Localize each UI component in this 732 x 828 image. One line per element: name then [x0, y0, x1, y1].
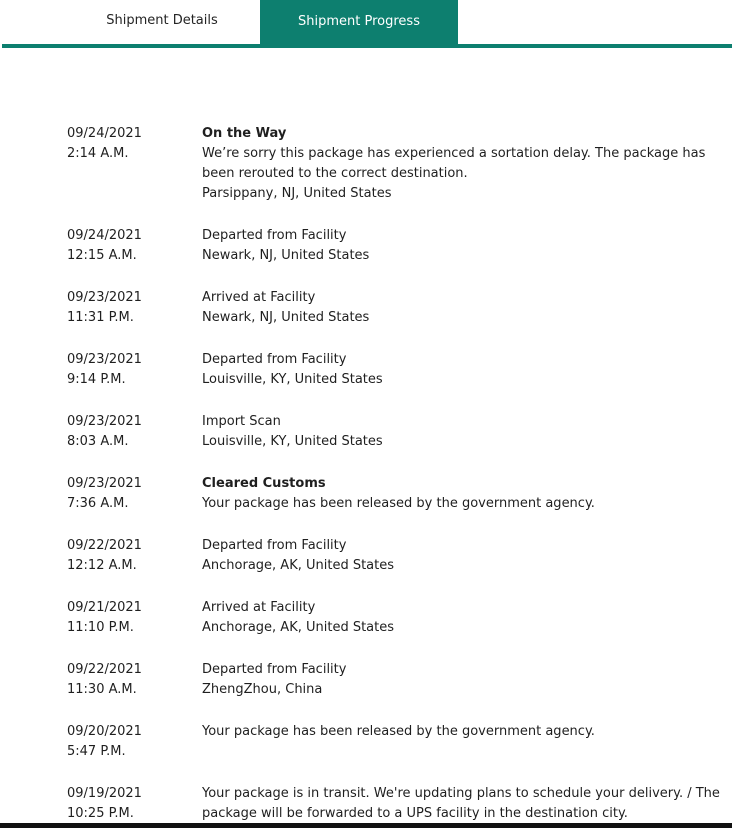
event-time: 7:36 A.M. [67, 496, 129, 511]
event-date: 09/20/2021 [67, 724, 142, 739]
event-time: 11:31 P.M. [67, 310, 134, 325]
event-time: 11:10 P.M. [67, 620, 134, 635]
event-date: 09/24/2021 [67, 126, 142, 141]
event-status: Your package has been released by the government agency. [202, 724, 595, 739]
event-location: ZhengZhou, China [202, 682, 323, 697]
event-details [202, 660, 722, 700]
tab-underline [2, 44, 732, 48]
tab-shipment-details[interactable]: Shipment Details [106, 13, 218, 28]
event-details [202, 288, 722, 328]
event-location: Parsippany, NJ, United States [202, 186, 392, 201]
event-date: 09/23/2021 [67, 352, 142, 367]
event-time: 10:25 P.M. [67, 806, 134, 821]
event-time: 8:03 A.M. [67, 434, 129, 449]
event-details [202, 226, 722, 266]
event-date: 09/22/2021 [67, 538, 142, 553]
event-datetime [67, 536, 192, 576]
event-status: Departed from Facility [202, 228, 347, 243]
event-date: 09/23/2021 [67, 476, 142, 491]
event-status: On the Way [202, 126, 287, 141]
event-status: Departed from Facility [202, 538, 347, 553]
tab-shipment-progress[interactable]: Shipment Progress [260, 0, 458, 44]
event-details [202, 784, 722, 824]
event-location: Louisville, KY, United States [202, 372, 383, 387]
event-location: Newark, NJ, United States [202, 248, 370, 263]
event-datetime [67, 660, 192, 700]
event-time: 12:12 A.M. [67, 558, 137, 573]
event-date: 09/22/2021 [67, 662, 142, 677]
event-datetime [67, 350, 192, 390]
event-date: 09/19/2021 [67, 786, 142, 801]
event-status: Your package is in transit. We're updating plans to schedule your delivery. / The package will be forwarded to a UPS facility in the destination city. [202, 786, 720, 821]
event-details [202, 536, 722, 576]
event-status: Import Scan [202, 414, 281, 429]
event-datetime [67, 784, 192, 824]
event-details [202, 124, 722, 204]
event-time: 2:14 A.M. [67, 146, 129, 161]
event-date: 09/21/2021 [67, 600, 142, 615]
event-time: 11:30 A.M. [67, 682, 137, 697]
event-date: 09/23/2021 [67, 414, 142, 429]
event-details [202, 412, 722, 452]
event-details [202, 474, 722, 514]
event-datetime [67, 598, 192, 638]
bottom-border [0, 823, 732, 828]
event-location: Your package has been released by the government agency. [202, 496, 595, 511]
event-datetime [67, 474, 192, 514]
event-datetime [67, 124, 192, 164]
tab-bar [2, 0, 732, 44]
event-status: Departed from Facility [202, 352, 347, 367]
event-datetime [67, 288, 192, 328]
event-status: Arrived at Facility [202, 290, 316, 305]
event-date: 09/24/2021 [67, 228, 142, 243]
event-datetime [67, 722, 192, 762]
event-description: We’re sorry this package has experienced a sortation delay. The package has been rerouted to the correct destination. [202, 146, 706, 181]
event-status: Departed from Facility [202, 662, 347, 677]
event-location: Newark, NJ, United States [202, 310, 370, 325]
event-time: 12:15 A.M. [67, 248, 137, 263]
event-details [202, 598, 722, 638]
event-datetime [67, 412, 192, 452]
event-status: Arrived at Facility [202, 600, 316, 615]
event-time: 5:47 P.M. [67, 744, 126, 759]
event-time: 9:14 P.M. [67, 372, 126, 387]
event-location: Louisville, KY, United States [202, 434, 383, 449]
event-location: Anchorage, AK, United States [202, 620, 395, 635]
event-location: Anchorage, AK, United States [202, 558, 395, 573]
event-details [202, 722, 722, 742]
event-datetime [67, 226, 192, 266]
event-details [202, 350, 722, 390]
event-date: 09/23/2021 [67, 290, 142, 305]
event-status: Cleared Customs [202, 476, 326, 491]
